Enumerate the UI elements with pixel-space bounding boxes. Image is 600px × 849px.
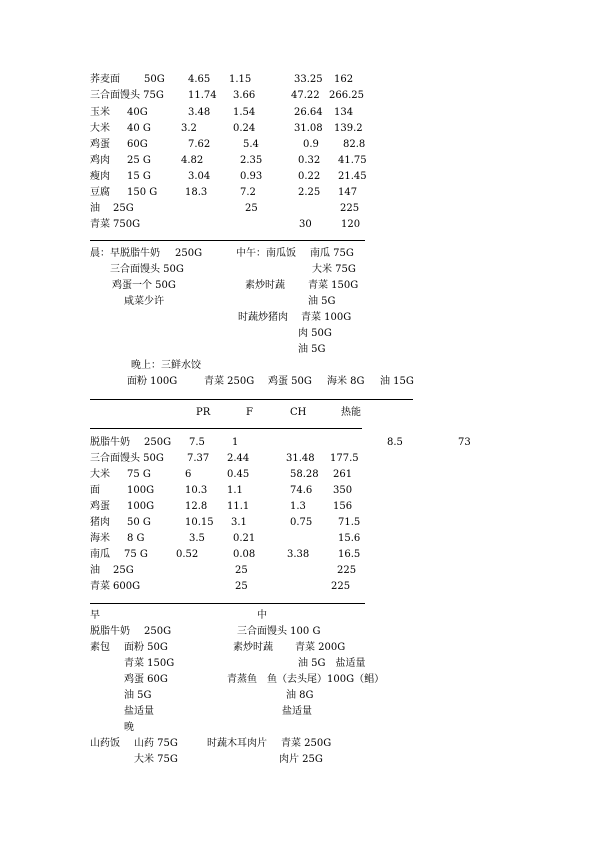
pork-oil: 油 5G	[298, 344, 326, 355]
ch-value: 58.28	[290, 469, 319, 480]
pork-green: 青菜 250G	[281, 738, 332, 749]
veg-dish: 素炒时蔬	[245, 280, 285, 291]
ch-value: 0.22	[298, 171, 321, 182]
ch-value: 3.38	[287, 549, 310, 560]
food-name: 油	[90, 565, 100, 576]
pr-value: 12.8	[185, 501, 208, 512]
energy-value: 162	[334, 74, 354, 85]
food-name: 三合面馒头 50G	[90, 453, 164, 464]
f-value: 1.54	[233, 107, 256, 118]
pr-value: 10.15	[185, 517, 214, 528]
baozi: 素包	[90, 642, 110, 653]
pr-value: 3.48	[188, 107, 211, 118]
divider	[90, 428, 362, 429]
baozi-flour: 面粉 50G	[124, 642, 168, 653]
ch-value: 31.48	[286, 453, 315, 464]
veg-oil-salt: 油 5G 盐适量	[298, 658, 366, 669]
lunch-heading: 中	[257, 610, 267, 621]
energy-value: 82.8	[343, 139, 366, 150]
veg-oil: 油 5G	[308, 296, 336, 307]
food-qty: 75 G	[127, 469, 151, 480]
f-value: 25	[245, 203, 258, 214]
pr-value: 6	[185, 469, 192, 480]
veg-green: 青菜 200G	[295, 642, 346, 653]
energy-value: 225	[337, 565, 357, 576]
divider	[90, 399, 413, 400]
pr-value: 18.3	[185, 187, 208, 198]
dinner-heading: 晚	[124, 722, 134, 733]
food-qty: 250G	[144, 437, 172, 448]
energy-value: 156	[333, 501, 353, 512]
pork-dish: 时蔬木耳肉片	[207, 738, 267, 749]
food-name: 瘦肉	[90, 171, 110, 182]
food-name: 青菜	[90, 219, 110, 230]
food-qty: 60G	[127, 139, 148, 150]
food-name: 南瓜	[90, 549, 110, 560]
energy-value: 21.45	[338, 171, 367, 182]
dinner-item: 鸡蛋 50G	[268, 376, 312, 387]
food-name: 鸡肉	[90, 155, 110, 166]
food-name: 海米	[90, 533, 110, 544]
ch-value: 1.3	[290, 501, 306, 512]
baozi-egg: 鸡蛋 60G	[124, 674, 168, 685]
dinner-item: 面粉 100G	[127, 376, 178, 387]
pr-value: 3.5	[189, 533, 205, 544]
bun: 三合面馒头 100 G	[237, 626, 321, 637]
energy-value: 261	[333, 469, 353, 480]
pr-value: 7.5	[189, 437, 205, 448]
f-value: 3.66	[233, 90, 256, 101]
food-qty: 50 G	[127, 517, 151, 528]
food-name: 油	[90, 203, 100, 214]
pork-meat: 肉 50G	[298, 328, 332, 339]
ch-value: 2.25	[298, 187, 321, 198]
f-value: 5.4	[243, 139, 259, 150]
food-qty: 40G	[127, 107, 148, 118]
pr-value: 0.52	[176, 549, 199, 560]
food-name: 鸡蛋	[90, 139, 110, 150]
pr-value: 3.2	[181, 123, 197, 134]
food-qty: 75 G	[124, 549, 148, 560]
baozi-veg: 青菜 150G	[124, 658, 175, 669]
f-value: 2.44	[227, 453, 250, 464]
breakfast-heading: 早	[90, 610, 100, 621]
ch-value: 47.22	[291, 90, 320, 101]
column-header: F	[246, 407, 253, 418]
pr-value: 4.65	[188, 74, 211, 85]
veg-green: 青菜 150G	[308, 280, 359, 291]
f-value: 2.35	[240, 155, 263, 166]
food-name: 面	[90, 485, 100, 496]
pork-meat: 肉片 25G	[279, 754, 323, 765]
f-value: 1	[232, 437, 239, 448]
breakfast-item: 咸菜少许	[124, 296, 164, 307]
f-value: 1.15	[229, 74, 252, 85]
energy-value: 266.25	[329, 90, 364, 101]
energy-value: 139.2	[334, 123, 363, 134]
column-header: PR	[196, 407, 211, 418]
milk-qty: 250G	[144, 626, 172, 637]
food-name: 青菜	[90, 581, 110, 592]
baozi-oil: 油 5G	[124, 690, 152, 701]
food-qty: 25 G	[127, 155, 151, 166]
dinner-item: 油 15G	[380, 376, 414, 387]
food-name: 猪肉	[90, 517, 110, 528]
fish-oil: 油 8G	[286, 690, 314, 701]
lunch-pumpkin: 南瓜 75G	[310, 248, 354, 259]
food-name: 大米	[90, 123, 110, 134]
food-qty: 50G	[144, 74, 165, 85]
f-value: 11.1	[227, 501, 250, 512]
pr-value: 4.82	[181, 155, 204, 166]
divider	[90, 603, 365, 604]
energy-value: 41.75	[338, 155, 367, 166]
food-name: 大米	[90, 469, 110, 480]
milk-qty: 250G	[175, 248, 203, 259]
f-value: 7.2	[240, 187, 256, 198]
divider	[90, 240, 365, 241]
pr-value: 7.62	[188, 139, 211, 150]
food-name: 荞麦面	[90, 74, 120, 85]
food-qty: 100G	[127, 485, 155, 496]
food-qty: 150 G	[127, 187, 158, 198]
ch-value: 30	[299, 219, 312, 230]
pr-value: 7.37	[187, 453, 210, 464]
food-qty: 40 G	[127, 123, 151, 134]
energy-value: 120	[341, 219, 361, 230]
extra-value: 8.5	[387, 437, 403, 448]
f-value: 3.1	[231, 517, 247, 528]
breakfast-heading: 晨：早脱脂牛奶	[90, 248, 160, 259]
fish-salt: 盐适量	[282, 706, 312, 717]
food-qty: 750G	[113, 219, 141, 230]
food-qty: 100G	[127, 501, 155, 512]
f-value: 0.08	[233, 549, 256, 560]
food-name: 豆腐	[90, 187, 110, 198]
food-name: 脱脂牛奶	[90, 437, 130, 448]
extra-value: 73	[458, 437, 471, 448]
f-value: 0.24	[233, 123, 256, 134]
ch-value: 0.9	[303, 139, 319, 150]
energy-value: 225	[340, 203, 360, 214]
food-qty: 25G	[113, 565, 134, 576]
dinner-heading: 晚上：三鲜水饺	[131, 360, 201, 371]
pork-green: 青菜 100G	[301, 312, 352, 323]
milk: 脱脂牛奶	[90, 626, 130, 637]
rice: 大米 75G	[134, 754, 178, 765]
food-qty: 15 G	[127, 171, 151, 182]
food-name: 玉米	[90, 107, 110, 118]
ch-value: 26.64	[294, 107, 323, 118]
yam: 山药 75G	[134, 738, 178, 749]
ch-value: 0.75	[290, 517, 313, 528]
energy-value: 350	[333, 485, 353, 496]
breakfast-item: 三合面馒头 50G	[110, 264, 184, 275]
energy-value: 16.5	[338, 549, 361, 560]
veg-dish: 素炒时蔬	[233, 642, 273, 653]
food-qty: 8 G	[127, 533, 145, 544]
ch-value: 33.25	[294, 74, 323, 85]
ch-value: 31.08	[294, 123, 323, 134]
energy-value: 15.6	[338, 533, 361, 544]
f-value: 25	[235, 565, 248, 576]
f-value: 0.45	[227, 469, 250, 480]
f-value: 25	[235, 581, 248, 592]
food-name: 鸡蛋	[90, 501, 110, 512]
column-header: CH	[290, 407, 307, 418]
pr-value: 10.3	[185, 485, 208, 496]
food-qty: 25G	[113, 203, 134, 214]
dinner-item: 青菜 250G	[204, 376, 255, 387]
pr-value: 3.04	[188, 171, 211, 182]
energy-value: 71.5	[338, 517, 361, 528]
yam-rice: 山药饭	[90, 738, 120, 749]
food-qty: 600G	[113, 581, 141, 592]
ch-value: 0.32	[298, 155, 321, 166]
f-value: 0.21	[233, 533, 256, 544]
ch-value: 74.6	[290, 485, 313, 496]
pork-dish: 时蔬炒猪肉	[238, 312, 288, 323]
food-name: 三合面馒头 75G	[90, 90, 164, 101]
baozi-salt: 盐适量	[124, 706, 154, 717]
f-value: 0.93	[240, 171, 263, 182]
energy-value: 225	[331, 581, 351, 592]
breakfast-item: 鸡蛋一个 50G	[112, 280, 176, 291]
dinner-item: 海米 8G	[327, 376, 365, 387]
energy-value: 147	[338, 187, 358, 198]
fish-dish: 青蒸鱼 鱼（去头尾）100G（鲳）	[227, 674, 385, 685]
energy-value: 177.5	[330, 453, 359, 464]
lunch-rice: 大米 75G	[312, 264, 356, 275]
energy-value: 134	[334, 107, 354, 118]
lunch-heading: 中午：南瓜饭	[236, 248, 296, 259]
column-header: 热能	[341, 407, 361, 418]
f-value: 1.1	[227, 485, 243, 496]
pr-value: 11.74	[188, 90, 217, 101]
